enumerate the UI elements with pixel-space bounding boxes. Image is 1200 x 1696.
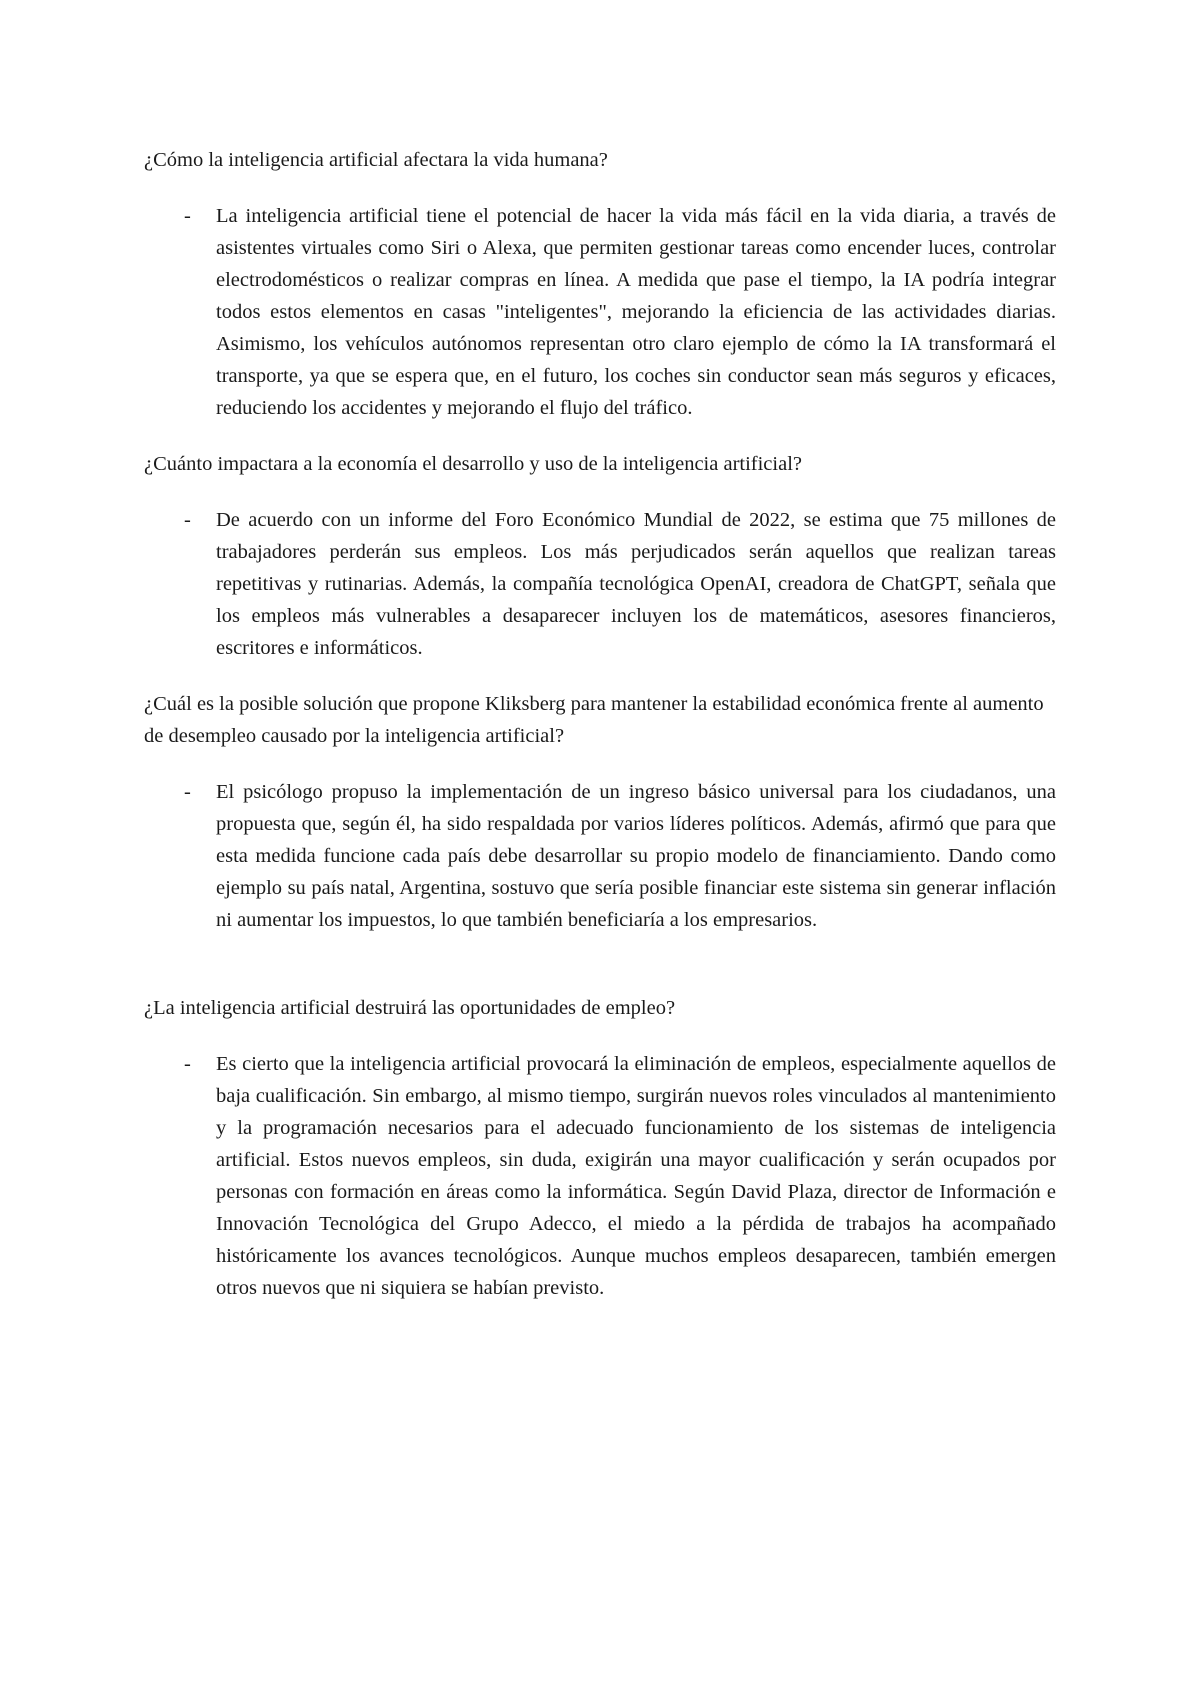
bullet-dash: -: [184, 205, 191, 227]
answer-4-text: Es cierto que la inteligencia artificial provocará la eliminación de empleos, especialmente aquellos de baja cualificación. Sin embargo, al mismo tiempo, surgirán nuevos roles vinculados al mantenimiento y la programación necesarios para el adecuado funcionamiento de los sistemas de inteligencia artificial. Estos nuevos empleos, sin duda, exigirán una mayor cualificación y serán ocupados por personas con formación en áreas como la informática. Según David Plaza, director de Información e Innovación Tecnológica del Grupo Adecco, el miedo a la pérdida de trabajos ha acompañado históricamente los avances tecnológicos. Aunque muchos empleos desaparecen, también emergen otros nuevos que ni siquiera se habían previsto.: [216, 1053, 1056, 1299]
bullet-dash: -: [184, 781, 191, 803]
qa-section-2: [144, 448, 1056, 664]
qa-section-3: [144, 688, 1056, 936]
bullet-dash: -: [184, 1053, 191, 1075]
answer-2-text: De acuerdo con un informe del Foro Económico Mundial de 2022, se estima que 75 millones de trabajadores perderán sus empleos. Los más perjudicados serán aquellos que realizan tareas repetitivas y rutinarias. Además, la compañía tecnológica OpenAI, creadora de ChatGPT, señala que los empleos más vulnerables a desaparecer incluyen los de matemáticos, asesores financieros, escritores e informáticos.: [216, 509, 1056, 659]
question-2: ¿Cuánto impactara a la economía el desarrollo y uso de la inteligencia artificial?: [144, 453, 802, 475]
answer-1: [144, 200, 1056, 424]
qa-section-1: [144, 144, 1056, 424]
document-body: [144, 144, 1056, 1304]
answer-1-text: La inteligencia artificial tiene el potencial de hacer la vida más fácil en la vida diaria, a través de asistentes virtuales como Siri o Alexa, que permiten gestionar tareas como encender luces, controlar electrodomésticos o realizar compras en línea. A medida que pase el tiempo, la IA podría integrar todos estos elementos en casas "inteligentes", mejorando la eficiencia de las actividades diarias. Asimismo, los vehículos autónomos representan otro claro ejemplo de cómo la IA transformará el transporte, ya que se espera que, en el futuro, los coches sin conductor sean más seguros y eficaces, reduciendo los accidentes y mejorando el flujo del tráfico.: [216, 205, 1056, 419]
qa-section-4: [144, 992, 1056, 1304]
question-4: ¿La inteligencia artificial destruirá las oportunidades de empleo?: [144, 997, 676, 1019]
answer-3-text: El psicólogo propuso la implementación de un ingreso básico universal para los ciudadanos, una propuesta que, según él, ha sido respaldada por varios líderes políticos. Además, afirmó que para que esta medida funcione cada país debe desarrollar su propio modelo de financiamiento. Dando como ejemplo su país natal, Argentina, sostuvo que sería posible financiar este sistema sin generar inflación ni aumentar los impuestos, lo que también beneficiaría a los empresarios.: [216, 781, 1056, 931]
answer-3: [144, 776, 1056, 936]
question-1: ¿Cómo la inteligencia artificial afectara la vida humana?: [144, 149, 608, 171]
answer-2: [144, 504, 1056, 664]
answer-4: [144, 1048, 1056, 1304]
bullet-dash: -: [184, 509, 191, 531]
question-3: ¿Cuál es la posible solución que propone Kliksberg para mantener la estabilidad económica frente al aumento de desempleo causado por la inteligencia artificial?: [144, 693, 1044, 747]
